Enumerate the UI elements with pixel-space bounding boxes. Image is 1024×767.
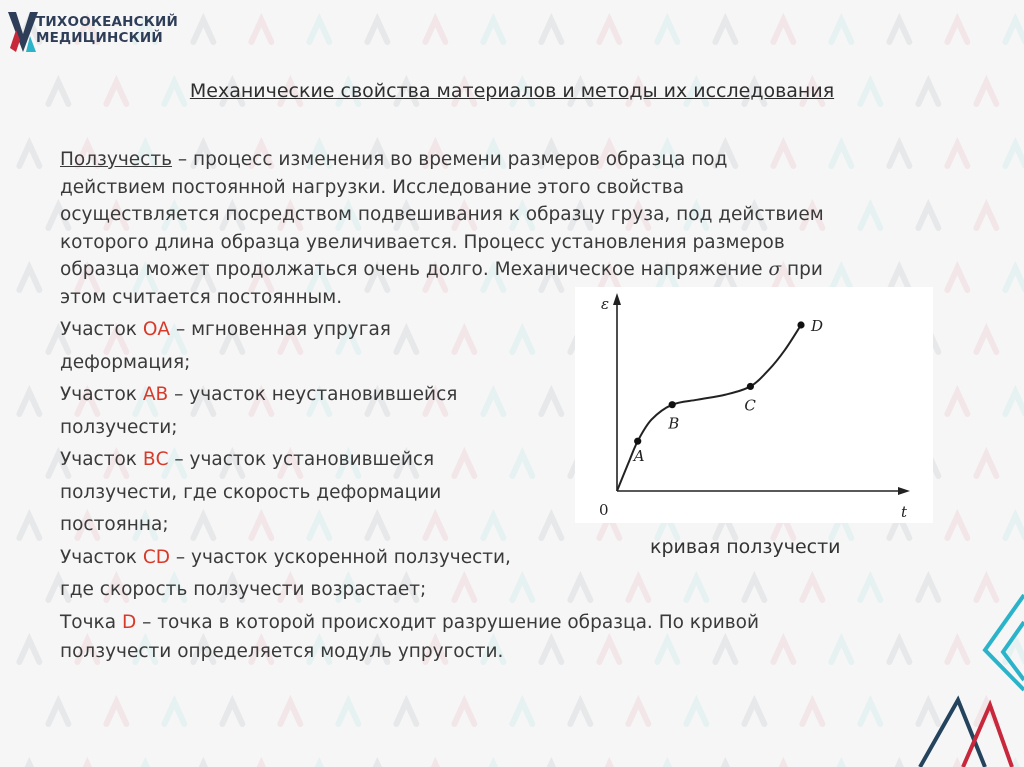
sigma-symbol: σ [768, 259, 782, 280]
segment-prefix: Участок [60, 449, 143, 470]
point-desc: – точка в которой происходит разрушение образца. По кривой [136, 612, 759, 633]
segment-prefix: Участок [60, 319, 143, 340]
segment-item [60, 314, 620, 347]
intro-line-4: которого длина образца увеличивается. Процесс установления размеров [60, 231, 785, 253]
point-a [634, 438, 641, 445]
segment-desc: – мгновенная упругая [170, 319, 391, 340]
intro-line-5: образца может продолжаться очень долго. Механическое напряжение [60, 259, 769, 280]
intro-line-6: этом считается постоянным. [60, 286, 343, 308]
y-axis-arrow-icon [613, 293, 621, 305]
x-axis-arrow-icon [898, 487, 910, 495]
segment-desc: – участок ускоренной ползучести, [170, 546, 511, 568]
point-d-paragraph [60, 608, 960, 666]
intro-line-1: – процесс изменения во времени размеров образца под [172, 149, 728, 170]
point-code: D [121, 612, 137, 633]
point-d [797, 321, 804, 328]
intro-line-2: действием постоянной нагрузки. Исследование этого свойства [60, 176, 685, 198]
segment-continuation: где скорость ползучести возрастает; [60, 579, 427, 600]
logo-text [36, 14, 178, 46]
point-label-d: D [811, 317, 824, 335]
segment-continuation: постоянна; [60, 514, 169, 535]
origin-label: 0 [599, 501, 609, 519]
creep-chart [575, 287, 933, 523]
segment-item [60, 444, 620, 477]
point-label-c: C [744, 396, 756, 415]
segment-code: АВ [142, 384, 169, 405]
segment-prefix: Участок [60, 384, 143, 405]
logo [6, 8, 179, 54]
logo-mark-icon [6, 8, 40, 54]
creep-curve [617, 325, 801, 491]
logo-line-2: МЕДИЦИНСКИЙ [36, 30, 163, 46]
chart-caption: кривая ползучести [650, 536, 841, 558]
segment-code: ОА [142, 319, 171, 340]
point-b [669, 401, 676, 408]
point-desc-line-2: ползучести определяется модуль упругости. [60, 641, 504, 662]
logo-line-1: ТИХООКЕАНСКИЙ [36, 14, 179, 30]
segment-continuation: ползучести, где скорость деформации [60, 481, 442, 503]
y-axis-label: ε [601, 295, 610, 313]
point-label-b: B [668, 414, 680, 433]
segment-continuation: деформация; [60, 351, 191, 373]
segment-item [60, 379, 620, 412]
point-c [747, 383, 754, 390]
segment-prefix: Участок [60, 546, 143, 568]
segment-code: ВС [142, 449, 169, 470]
creep-chart-svg [575, 287, 933, 523]
intro-line-3: осуществляется посредством подвешивания к образцу груза, под действием [60, 204, 824, 225]
segments-list [60, 314, 620, 607]
page-title: Механические свойства материалов и методы их исследования [189, 80, 835, 102]
point-label-a: A [633, 447, 645, 466]
point-prefix: Точка [60, 612, 122, 633]
x-axis-label: t [901, 503, 908, 521]
intro-line-5b: при [781, 259, 823, 280]
term-creep: Ползучесть [60, 149, 173, 170]
segment-code: CD [142, 546, 171, 568]
segment-desc: – участок установившейся [168, 449, 435, 470]
segment-continuation: ползучести; [60, 416, 178, 438]
segment-item [60, 542, 620, 575]
segment-desc: – участок неустановившейся [168, 384, 458, 405]
